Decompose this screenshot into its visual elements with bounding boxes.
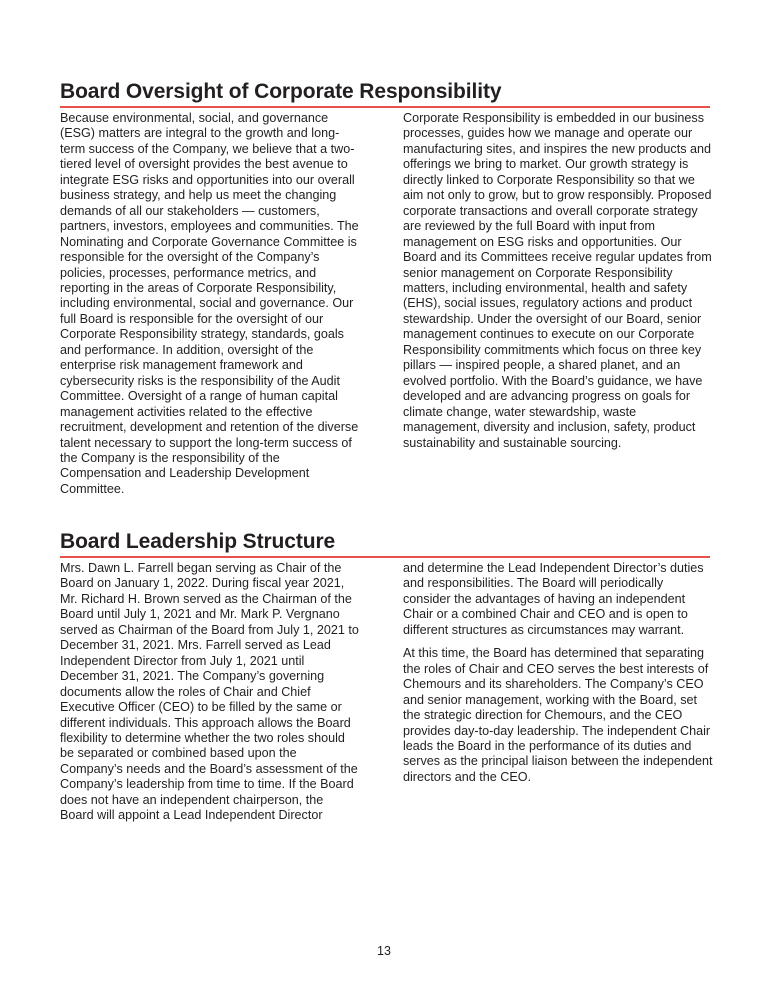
paragraph: At this time, the Board has determined that separating the roles of Chair and CEO serves the best interests of Chemours and its shareholders. The Company’s CEO and senior management, working with the Board, set the strategic direction for Chemours, and the CEO provides day-to-day leadership. The independent Chair leads the Board in the performance of its duties and serves as the principal liaison between the independent directors and the CEO. bbox=[403, 646, 713, 784]
leadership-structure-left-column bbox=[60, 561, 360, 824]
paragraph: Because environmental, social, and governance (ESG) matters are integral to the growth and long-term success of the Company, we believe that a two-tiered level of oversight provides the best avenue to integrate ESG risks and opportunities into our overall business strategy, and help us meet the changing demands of all our stakeholders — customers, partners, investors, employees and communities. The Nominating and Corporate Governance Committee is responsible for the oversight of the Company’s policies, processes, performance metrics, and reporting in the areas of Corporate Responsibility, including environmental, social and governance. Our full Board is responsible for the oversight of our Corporate Responsibility strategy, standards, goals and performance. In addition, oversight of the enterprise risk management framework and cybersecurity risks is the responsibility of the Audit Committee. Oversight of a range of human capital management activities related to the effective recruitment, development and retention of the diverse talent necessary to support the long-term success of the Company is the responsibility of the Compensation and Leadership Development Committee. bbox=[60, 111, 359, 496]
paragraph: and determine the Lead Independent Director’s duties and responsibilities. The Board will periodically consider the advantages of having an independent Chair or a combined Chair and CEO and is open to different structures as circumstances may warrant. bbox=[403, 561, 704, 637]
leadership-structure-right-column bbox=[403, 561, 713, 785]
page-number: 13 bbox=[377, 944, 391, 958]
paragraph: Mrs. Dawn L. Farrell began serving as Chair of the Board on January 1, 2022. During fiscal year 2021, Mr. Richard H. Brown served as the Chairman of the Board until July 1, 2021 and Mr. Mark P. Vergnano served as Chairman of the Board from July 1, 2021 to December 31, 2021. Mrs. Farrell served as Lead Independent Director from July 1, 2021 until December 31, 2021. The Company’s governing documents allow the roles of Chair and Chief Executive Officer (CEO) to be filled by the same or different individuals. This approach allows the Board flexibility to determine whether the two roles should be separated or combined based upon the Company’s needs and the Board’s assessment of the Company’s leadership from time to time. If the Board does not have an independent chairperson, the Board will appoint a Lead Independent Director bbox=[60, 561, 359, 823]
corporate-responsibility-left-column bbox=[60, 111, 360, 497]
paragraph: Corporate Responsibility is embedded in our business processes, guides how we manage and operate our manufacturing sites, and inspires the new products and offerings we bring to market. Our growth strategy is directly linked to Corporate Responsibility so that we aim not only to grow, but to grow responsibly. Proposed corporate transactions and overall corporate strategy are reviewed by the full Board with input from management on ESG risks and opportunities. Our Board and its Committees receive regular updates from senior management on Corporate Responsibility matters, including environmental, health and safety (EHS), social issues, regulatory actions and product stewardship. Under the oversight of our Board, senior management continues to execute on our Corporate Responsibility commitments which focus on three key pillars — inspired people, a shared planet, and an evolved portfolio. With the Board’s guidance, we have developed and are advancing progress on goals for climate change, water stewardship, waste management, diversity and inclusion, safety, product sustainability and sustainable sourcing. bbox=[403, 111, 712, 450]
corporate-responsibility-right-column bbox=[403, 111, 713, 451]
section-heading-leadership-structure: Board Leadership Structure bbox=[60, 530, 710, 558]
section-heading-corporate-responsibility: Board Oversight of Corporate Responsibility bbox=[60, 80, 710, 108]
